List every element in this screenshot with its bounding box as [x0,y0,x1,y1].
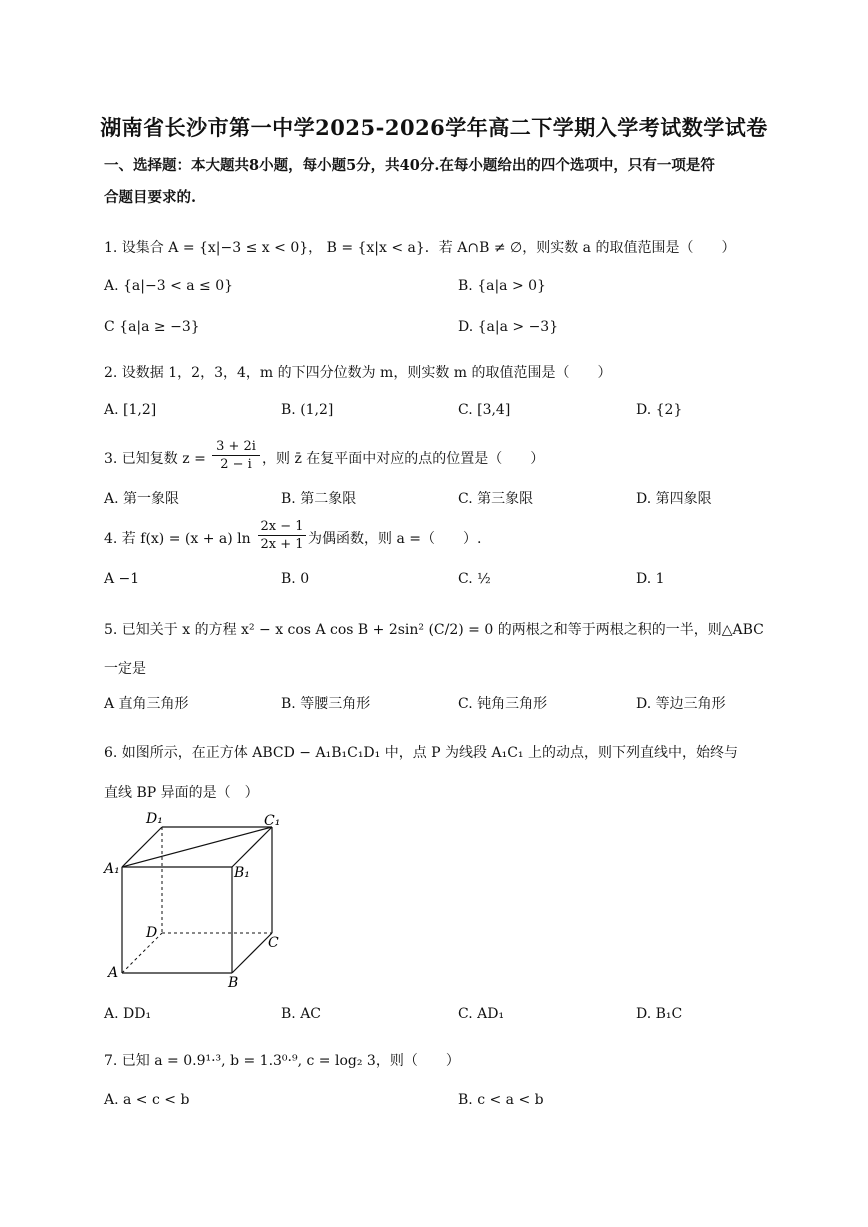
label-a1: A₁ [104,861,120,877]
section-line-1: 一、选择题：本大题共8小题，每小题5分，共40分.在每小题给出的四个选项中，只有一项是符 [104,157,715,174]
label-c: C [268,935,279,951]
q4-denominator: 2x + 1 [260,537,304,552]
q2-stem: 2. 设数据 1，2，3，4，m 的下四分位数为 m，则实数 m 的取值范围是（ ） [104,365,612,381]
label-c1: C₁ [264,813,281,829]
edge-a1d1 [122,827,162,867]
q5-option-d: D. 等边三角形 [636,696,726,712]
q5-option-a: A 直角三角形 [104,696,189,712]
q5-option-b: B. 等腰三角形 [281,696,371,712]
q6-stem-2: 直线 BP 异面的是（ ） [104,785,259,801]
q5-stem: 5. 已知关于 x 的方程 x² − x cos A cos B + 2sin² (C/2) = 0 的两根之和等于两根之积的一半，则△ABC [104,622,764,638]
edge-bc [232,933,272,973]
label-d: D [146,925,158,941]
section-heading [104,150,784,214]
q3-stem-pre: 3. 已知复数 z = [104,451,206,467]
q6-option-d: D. B₁C [636,1006,683,1022]
q1-option-b: B. {a|a > 0} [458,278,546,294]
q7-stem: 7. 已知 a = 0.9¹·³, b = 1.3⁰·⁹, c = log₂ 3，则（ ） [104,1053,460,1069]
q3-numerator: 3 + 2i [212,438,260,456]
q7-option-a: A. a < c < b [104,1092,190,1108]
q5-option-c: C. 钝角三角形 [458,696,548,712]
q4-option-c: C. ½ [458,571,491,587]
label-b1: B₁ [234,865,250,881]
q3-stem-post: ，则 z̄ 在复平面中对应的点的位置是（ ） [262,451,545,467]
q6-option-c: C. AD₁ [458,1006,505,1022]
q3-option-d: D. 第四象限 [636,491,712,507]
q3-fraction [212,438,260,473]
q4-option-d: D. 1 [636,571,665,587]
q4-stem-pre: 4. 若 f(x) = (x + a) ln [104,531,251,547]
q4-fraction [258,518,306,553]
q2-option-a: A. [1,2] [104,402,157,418]
q3-option-b: B. 第二象限 [281,491,357,507]
q1-stem: 1. 设集合 A = {x|−3 ≤ x < 0}， B = {x|x < a}．若 A∩B ≠ ∅，则实数 a 的取值范围是（ ） [104,240,736,256]
q6-stem: 6. 如图所示，在正方体 ABCD − A₁B₁C₁D₁ 中，点 P 为线段 A₁C₁ 上的动点，则下列直线中，始终与 [104,745,738,761]
q3-option-c: C. 第三象限 [458,491,534,507]
page-title: 湖南省长沙市第一中学2025-2026学年高二下学期入学考试数学试卷 [100,115,768,140]
edge-b1c1 [232,827,272,867]
q7-option-b: B. c < a < b [458,1092,544,1108]
q6-option-a: A. DD₁ [104,1006,152,1022]
q1-option-d: D. {a|a > −3} [458,319,559,335]
label-d1: D₁ [146,811,163,827]
segment-a1c1 [122,827,272,867]
q2-option-c: C. [3,4] [458,402,511,418]
section-line-2: 合题目要求的. [104,189,197,206]
q2-option-b: B. (1,2] [281,402,334,418]
q2-option-d: D. {2} [636,402,683,418]
q3-denominator: 2 − i [220,457,252,472]
cube-diagram [100,805,300,990]
q4-numerator: 2x − 1 [258,518,306,536]
q6-option-b: B. AC [281,1006,322,1022]
q4-option-b: B. 0 [281,571,310,587]
q1-option-c: C {a|a ≥ −3} [104,319,200,335]
label-b: B [228,975,239,990]
q5-stem-2: 一定是 [104,661,146,677]
q3-option-a: A. 第一象限 [104,491,180,507]
label-a: A [108,965,119,981]
q1-option-a: A. {a|−3 < a ≤ 0} [104,278,234,294]
q4-option-a: A −1 [104,571,140,587]
q4-stem-post: 为偶函数，则 a =（ ）. [308,531,482,547]
